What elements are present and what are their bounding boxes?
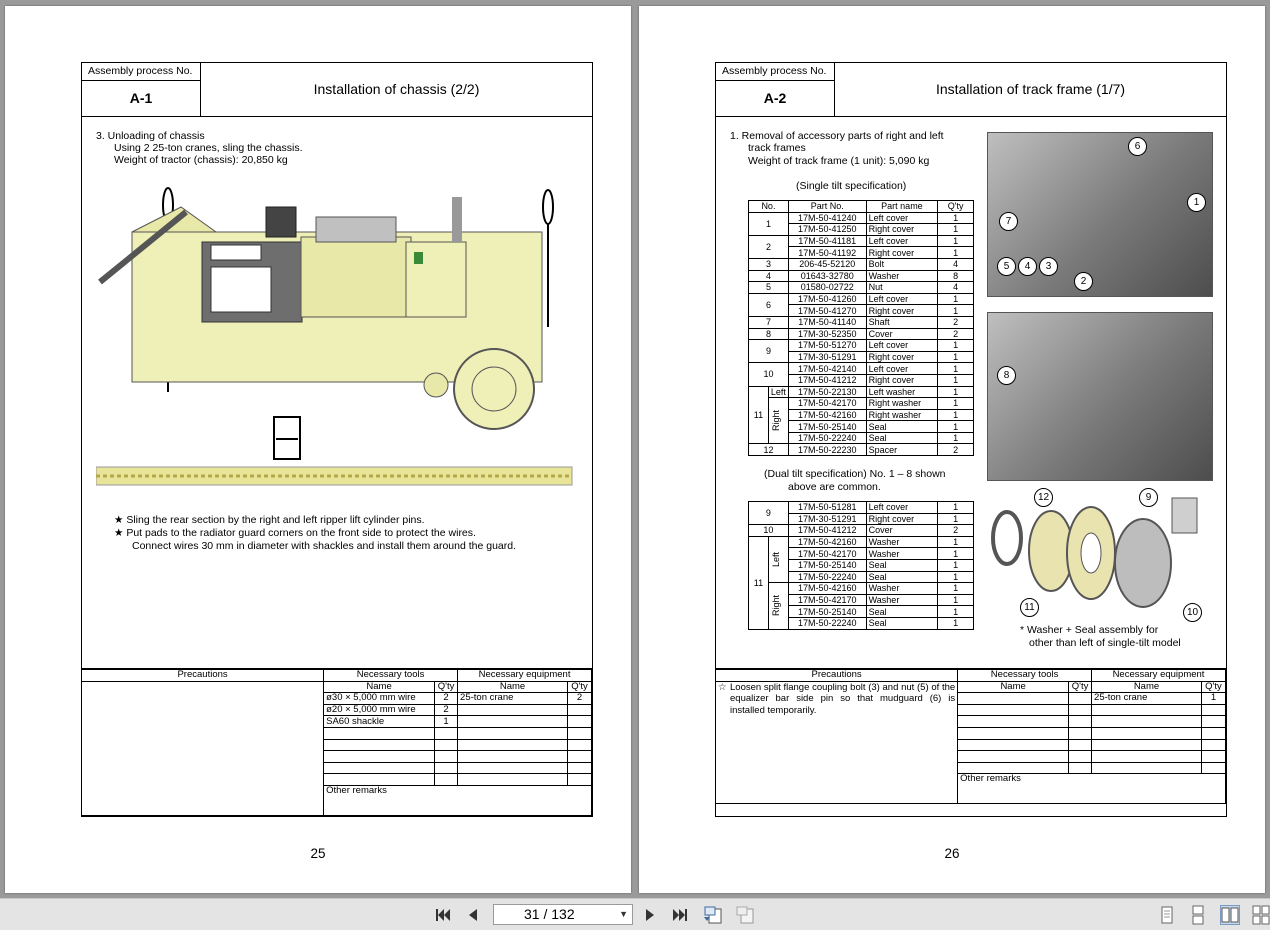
row-no: 7: [749, 316, 789, 328]
callout-12: 12: [1034, 488, 1053, 507]
part-qty: 2: [938, 444, 974, 456]
tool-qty: 2: [435, 693, 458, 705]
sheet-header: [716, 63, 1226, 117]
equipment-name: [458, 704, 568, 716]
sheet-header: [82, 63, 592, 117]
part-qty: 1: [938, 212, 974, 224]
part-no: 17M-50-25140: [788, 606, 866, 618]
last-page-icon: [670, 905, 690, 925]
part-name: Cover: [866, 525, 938, 537]
process-number: A-1: [129, 90, 153, 106]
other-remarks: Other remarks: [958, 774, 1226, 804]
callout-6: 6: [1128, 137, 1147, 156]
part-name: Left cover: [866, 363, 938, 375]
part-name: Seal: [866, 571, 938, 583]
part-qty: 1: [938, 502, 974, 514]
part-name: Left cover: [866, 235, 938, 247]
part-no: 17M-50-42140: [788, 363, 866, 375]
part-qty: 1: [938, 559, 974, 571]
part-name: Cover: [866, 328, 938, 340]
part-name: Right cover: [866, 513, 938, 525]
part-qty: 1: [938, 305, 974, 317]
previous-page-icon: [463, 905, 483, 925]
callout-2: 2: [1074, 272, 1093, 291]
step-line-2: Weight of tractor (chassis): 20,850 kg: [114, 154, 288, 166]
tools-header: Necessary tools: [324, 670, 458, 682]
tool-name: ø30 × 5,000 mm wire: [324, 693, 435, 705]
col-qty: Q'ty: [938, 201, 974, 213]
note-1: ★ Sling the rear section by the right and left ripper lift cylinder pins.: [114, 514, 425, 526]
part-name: Bolt: [866, 258, 938, 270]
tool-name-header: Name: [958, 681, 1069, 693]
row-no: 9: [749, 340, 789, 363]
row-no: 11: [749, 386, 769, 444]
part-no: 17M-30-51291: [788, 351, 866, 363]
part-qty: 4: [938, 282, 974, 294]
back-view-icon: [702, 905, 724, 925]
part-qty: 4: [938, 258, 974, 270]
part-qty: 1: [938, 594, 974, 606]
col-part-name: Part name: [866, 201, 938, 213]
callout-4: 4: [1018, 257, 1037, 276]
part-qty: 1: [938, 293, 974, 305]
part-no: 17M-30-51291: [788, 513, 866, 525]
equipment-qty-header: Q'ty: [1201, 681, 1225, 693]
washer-note-1: * Washer + Seal assembly for: [1020, 624, 1159, 636]
part-qty: 2: [938, 525, 974, 537]
part-no: 01580-02722: [788, 282, 866, 294]
part-qty: 1: [938, 247, 974, 259]
chevron-down-icon: ▼: [619, 909, 628, 919]
requirements-footer: [716, 668, 1226, 817]
previous-page-button[interactable]: [463, 905, 483, 925]
tool-qty-header: Q'ty: [1069, 681, 1092, 693]
tool-name-header: Name: [324, 681, 435, 693]
part-no: 17M-50-42170: [788, 398, 866, 410]
part-qty: 1: [938, 374, 974, 386]
side-right-label: Right: [770, 595, 781, 617]
single-tilt-caption: (Single tilt specification): [796, 180, 907, 192]
part-name: Washer: [866, 270, 938, 282]
part-qty: 2: [938, 316, 974, 328]
part-no: 17M-50-51270: [788, 340, 866, 352]
forward-view-icon: [734, 905, 756, 925]
page-25: [5, 6, 631, 893]
requirements-footer: [82, 668, 592, 817]
page-number-select[interactable]: [493, 904, 633, 925]
side-right-label: Right: [770, 410, 781, 432]
dual-tilt-caption-2: above are common.: [788, 481, 881, 493]
part-no: 17M-50-42170: [788, 594, 866, 606]
process-label: Assembly process No.: [716, 63, 834, 81]
single-page-view-button[interactable]: [1157, 905, 1177, 925]
equipment-qty: [567, 704, 591, 716]
process-label: Assembly process No.: [82, 63, 200, 81]
first-page-button[interactable]: [432, 905, 454, 925]
assembly-sheet: [81, 62, 593, 817]
part-qty: 1: [938, 536, 974, 548]
part-qty: 1: [938, 583, 974, 595]
page-number: 25: [310, 846, 326, 861]
part-no: 17M-50-25140: [788, 559, 866, 571]
row-no: 6: [749, 293, 789, 316]
part-no: 17M-50-41212: [788, 374, 866, 386]
part-name: Seal: [866, 617, 938, 629]
part-qty: 1: [938, 571, 974, 583]
next-page-button[interactable]: [640, 905, 660, 925]
part-name: Right cover: [866, 351, 938, 363]
part-name: Left cover: [866, 340, 938, 352]
page-number-value: 31 / 132: [524, 906, 575, 922]
part-no: 17M-30-52350: [788, 328, 866, 340]
part-name: Washer: [866, 536, 938, 548]
part-no: 17M-50-22240: [788, 432, 866, 444]
step-title: 1. Removal of accessory parts of right and left: [730, 130, 944, 142]
part-name: Washer: [866, 583, 938, 595]
row-no: 10: [749, 363, 789, 386]
part-qty: 1: [938, 432, 974, 444]
callout-3: 3: [1039, 257, 1058, 276]
row-no: 2: [749, 235, 789, 258]
continuous-view-button[interactable]: [1188, 905, 1208, 925]
equipment-qty-header: Q'ty: [567, 681, 591, 693]
part-qty: 1: [938, 398, 974, 410]
precautions-header: Precautions: [716, 670, 958, 682]
part-qty: 1: [938, 617, 974, 629]
part-no: 17M-50-41212: [788, 525, 866, 537]
equipment-header: Necessary equipment: [458, 670, 592, 682]
part-name: Left washer: [866, 386, 938, 398]
equipment-name: [458, 716, 568, 728]
equipment-header: Necessary equipment: [1092, 670, 1226, 682]
part-name: Left cover: [866, 502, 938, 514]
track-frame-photo-1: [987, 132, 1213, 297]
part-qty: 2: [938, 328, 974, 340]
part-no: 17M-50-22230: [788, 444, 866, 456]
tool-qty-header: Q'ty: [435, 681, 458, 693]
tool-qty: 1: [435, 716, 458, 728]
part-no: 17M-50-22240: [788, 571, 866, 583]
step-line-1: Using 2 25-ton cranes, sling the chassis.: [114, 142, 303, 154]
part-no: 17M-50-42160: [788, 583, 866, 595]
other-remarks: Other remarks: [324, 785, 592, 815]
part-no: 17M-50-41181: [788, 235, 866, 247]
tool-name: SA60 shackle: [324, 716, 435, 728]
side-left-label: Left: [770, 551, 781, 567]
row-no: 5: [749, 282, 789, 294]
part-qty: 1: [938, 363, 974, 375]
go-forward-view-button[interactable]: [734, 905, 756, 925]
part-name: Left cover: [866, 212, 938, 224]
side-left-cell: [768, 536, 788, 582]
part-no: 01643-32780: [788, 270, 866, 282]
part-name: Washer: [866, 594, 938, 606]
part-qty: 1: [938, 421, 974, 433]
tools-header: Necessary tools: [958, 670, 1092, 682]
equipment-name-header: Name: [458, 681, 568, 693]
facing-view-button[interactable]: [1220, 905, 1240, 925]
precaution-text: Loosen split flange coupling bolt (3) and nut (5) of the equalizer bar side pin so that mudguard (6) is installed temporarily.: [730, 681, 956, 716]
step-title: 3. Unloading of chassis: [96, 130, 205, 142]
process-number: A-2: [763, 90, 787, 106]
part-qty: 8: [938, 270, 974, 282]
part-no: 17M-50-41270: [788, 305, 866, 317]
equipment-qty: 1: [1201, 693, 1225, 705]
part-name: Shaft: [866, 316, 938, 328]
dual-tilt-parts-table: [748, 501, 974, 630]
part-no: 17M-50-41240: [788, 212, 866, 224]
row-no: 11: [749, 536, 769, 629]
part-qty: 1: [938, 548, 974, 560]
process-box: [716, 63, 835, 116]
note-2: ★ Put pads to the radiator guard corners on the front side to protect the wires.: [114, 527, 476, 539]
part-qty: 1: [938, 224, 974, 236]
part-name: Right cover: [866, 247, 938, 259]
last-page-button[interactable]: [669, 905, 691, 925]
continuous-facing-icon: [1251, 905, 1270, 925]
exploded-parts-diagram: [987, 483, 1217, 618]
equipment-name-header: Name: [1092, 681, 1202, 693]
part-name: Seal: [866, 421, 938, 433]
equipment-qty: [567, 716, 591, 728]
part-qty: 1: [938, 351, 974, 363]
continuous-page-icon: [1188, 905, 1208, 925]
side-right-cell: [768, 583, 788, 629]
part-qty: 1: [938, 513, 974, 525]
row-no: 3: [749, 258, 789, 270]
dual-tilt-caption-1: (Dual tilt specification) No. 1 – 8 shown: [764, 468, 946, 480]
note-3: Connect wires 30 mm in diameter with shackles and install them around the guard.: [132, 540, 517, 552]
part-qty: 1: [938, 386, 974, 398]
part-no: 17M-50-42160: [788, 409, 866, 421]
precautions-cell: [82, 681, 324, 815]
equipment-qty: 2: [567, 693, 591, 705]
part-no: 17M-50-51281: [788, 502, 866, 514]
single-tilt-parts-table: [748, 200, 974, 456]
row-no: 12: [749, 444, 789, 456]
sheet-title: Installation of chassis (2/2): [313, 81, 480, 97]
equipment-name: 25-ton crane: [458, 693, 568, 705]
tool-qty: 2: [435, 704, 458, 716]
part-no: 17M-50-41140: [788, 316, 866, 328]
sheet-title: Installation of track frame (1/7): [935, 81, 1126, 97]
precautions-header: Precautions: [82, 670, 324, 682]
facing-pages-icon: [1221, 906, 1239, 924]
process-box: [82, 63, 201, 116]
part-name: Seal: [866, 559, 938, 571]
callout-9: 9: [1139, 488, 1158, 507]
first-page-icon: [433, 905, 453, 925]
part-no: 17M-50-22240: [788, 617, 866, 629]
step-line-1: track frames: [748, 142, 806, 154]
part-name: Spacer: [866, 444, 938, 456]
part-name: Seal: [866, 432, 938, 444]
part-no: 17M-50-41192: [788, 247, 866, 259]
tractor-chassis-illustration: [96, 177, 576, 487]
part-name: Nut: [866, 282, 938, 294]
assembly-sheet: [715, 62, 1227, 817]
part-no: 206-45-52120: [788, 258, 866, 270]
track-frame-photo-2: [987, 312, 1213, 481]
viewer-toolbar: [0, 898, 1270, 930]
row-no: 4: [749, 270, 789, 282]
part-no: 17M-50-41250: [788, 224, 866, 236]
part-qty: 1: [938, 409, 974, 421]
part-no: 17M-50-42160: [788, 536, 866, 548]
callout-1: 1: [1187, 193, 1206, 212]
part-name: Right cover: [866, 224, 938, 236]
precaution-mark: ☆: [718, 681, 727, 693]
part-name: Right washer: [866, 398, 938, 410]
go-back-view-button[interactable]: [702, 905, 724, 925]
part-no: 17M-50-41260: [788, 293, 866, 305]
part-name: Right cover: [866, 305, 938, 317]
next-page-icon: [640, 905, 660, 925]
part-no: 17M-50-42170: [788, 548, 866, 560]
continuous-facing-view-button[interactable]: [1251, 905, 1270, 925]
part-no: 17M-50-22130: [788, 386, 866, 398]
part-name: Right cover: [866, 374, 938, 386]
side-left-label: Left: [768, 386, 788, 398]
part-name: Left cover: [866, 293, 938, 305]
callout-11: 11: [1020, 598, 1039, 617]
washer-note-2: other than left of single-tilt model: [1029, 637, 1181, 649]
row-no: 1: [749, 212, 789, 235]
part-qty: 1: [938, 235, 974, 247]
row-no: 9: [749, 502, 789, 525]
callout-8: 8: [997, 366, 1016, 385]
page-26: [639, 6, 1265, 893]
part-name: Washer: [866, 548, 938, 560]
part-name: Right washer: [866, 409, 938, 421]
col-part-no: Part No.: [788, 201, 866, 213]
callout-10: 10: [1183, 603, 1202, 622]
row-no: 10: [749, 525, 789, 537]
side-right-cell: [768, 398, 788, 444]
part-name: Seal: [866, 606, 938, 618]
step-line-2: Weight of track frame (1 unit): 5,090 kg: [748, 155, 930, 167]
single-page-icon: [1157, 905, 1177, 925]
callout-5: 5: [997, 257, 1016, 276]
precautions-cell: [716, 681, 958, 804]
tool-name: ø20 × 5,000 mm wire: [324, 704, 435, 716]
part-qty: 1: [938, 340, 974, 352]
equipment-name: 25-ton crane: [1092, 693, 1202, 705]
part-no: 17M-50-25140: [788, 421, 866, 433]
callout-7: 7: [999, 212, 1018, 231]
part-qty: 1: [938, 606, 974, 618]
col-no: No.: [749, 201, 789, 213]
row-no: 8: [749, 328, 789, 340]
page-number: 26: [944, 846, 960, 861]
